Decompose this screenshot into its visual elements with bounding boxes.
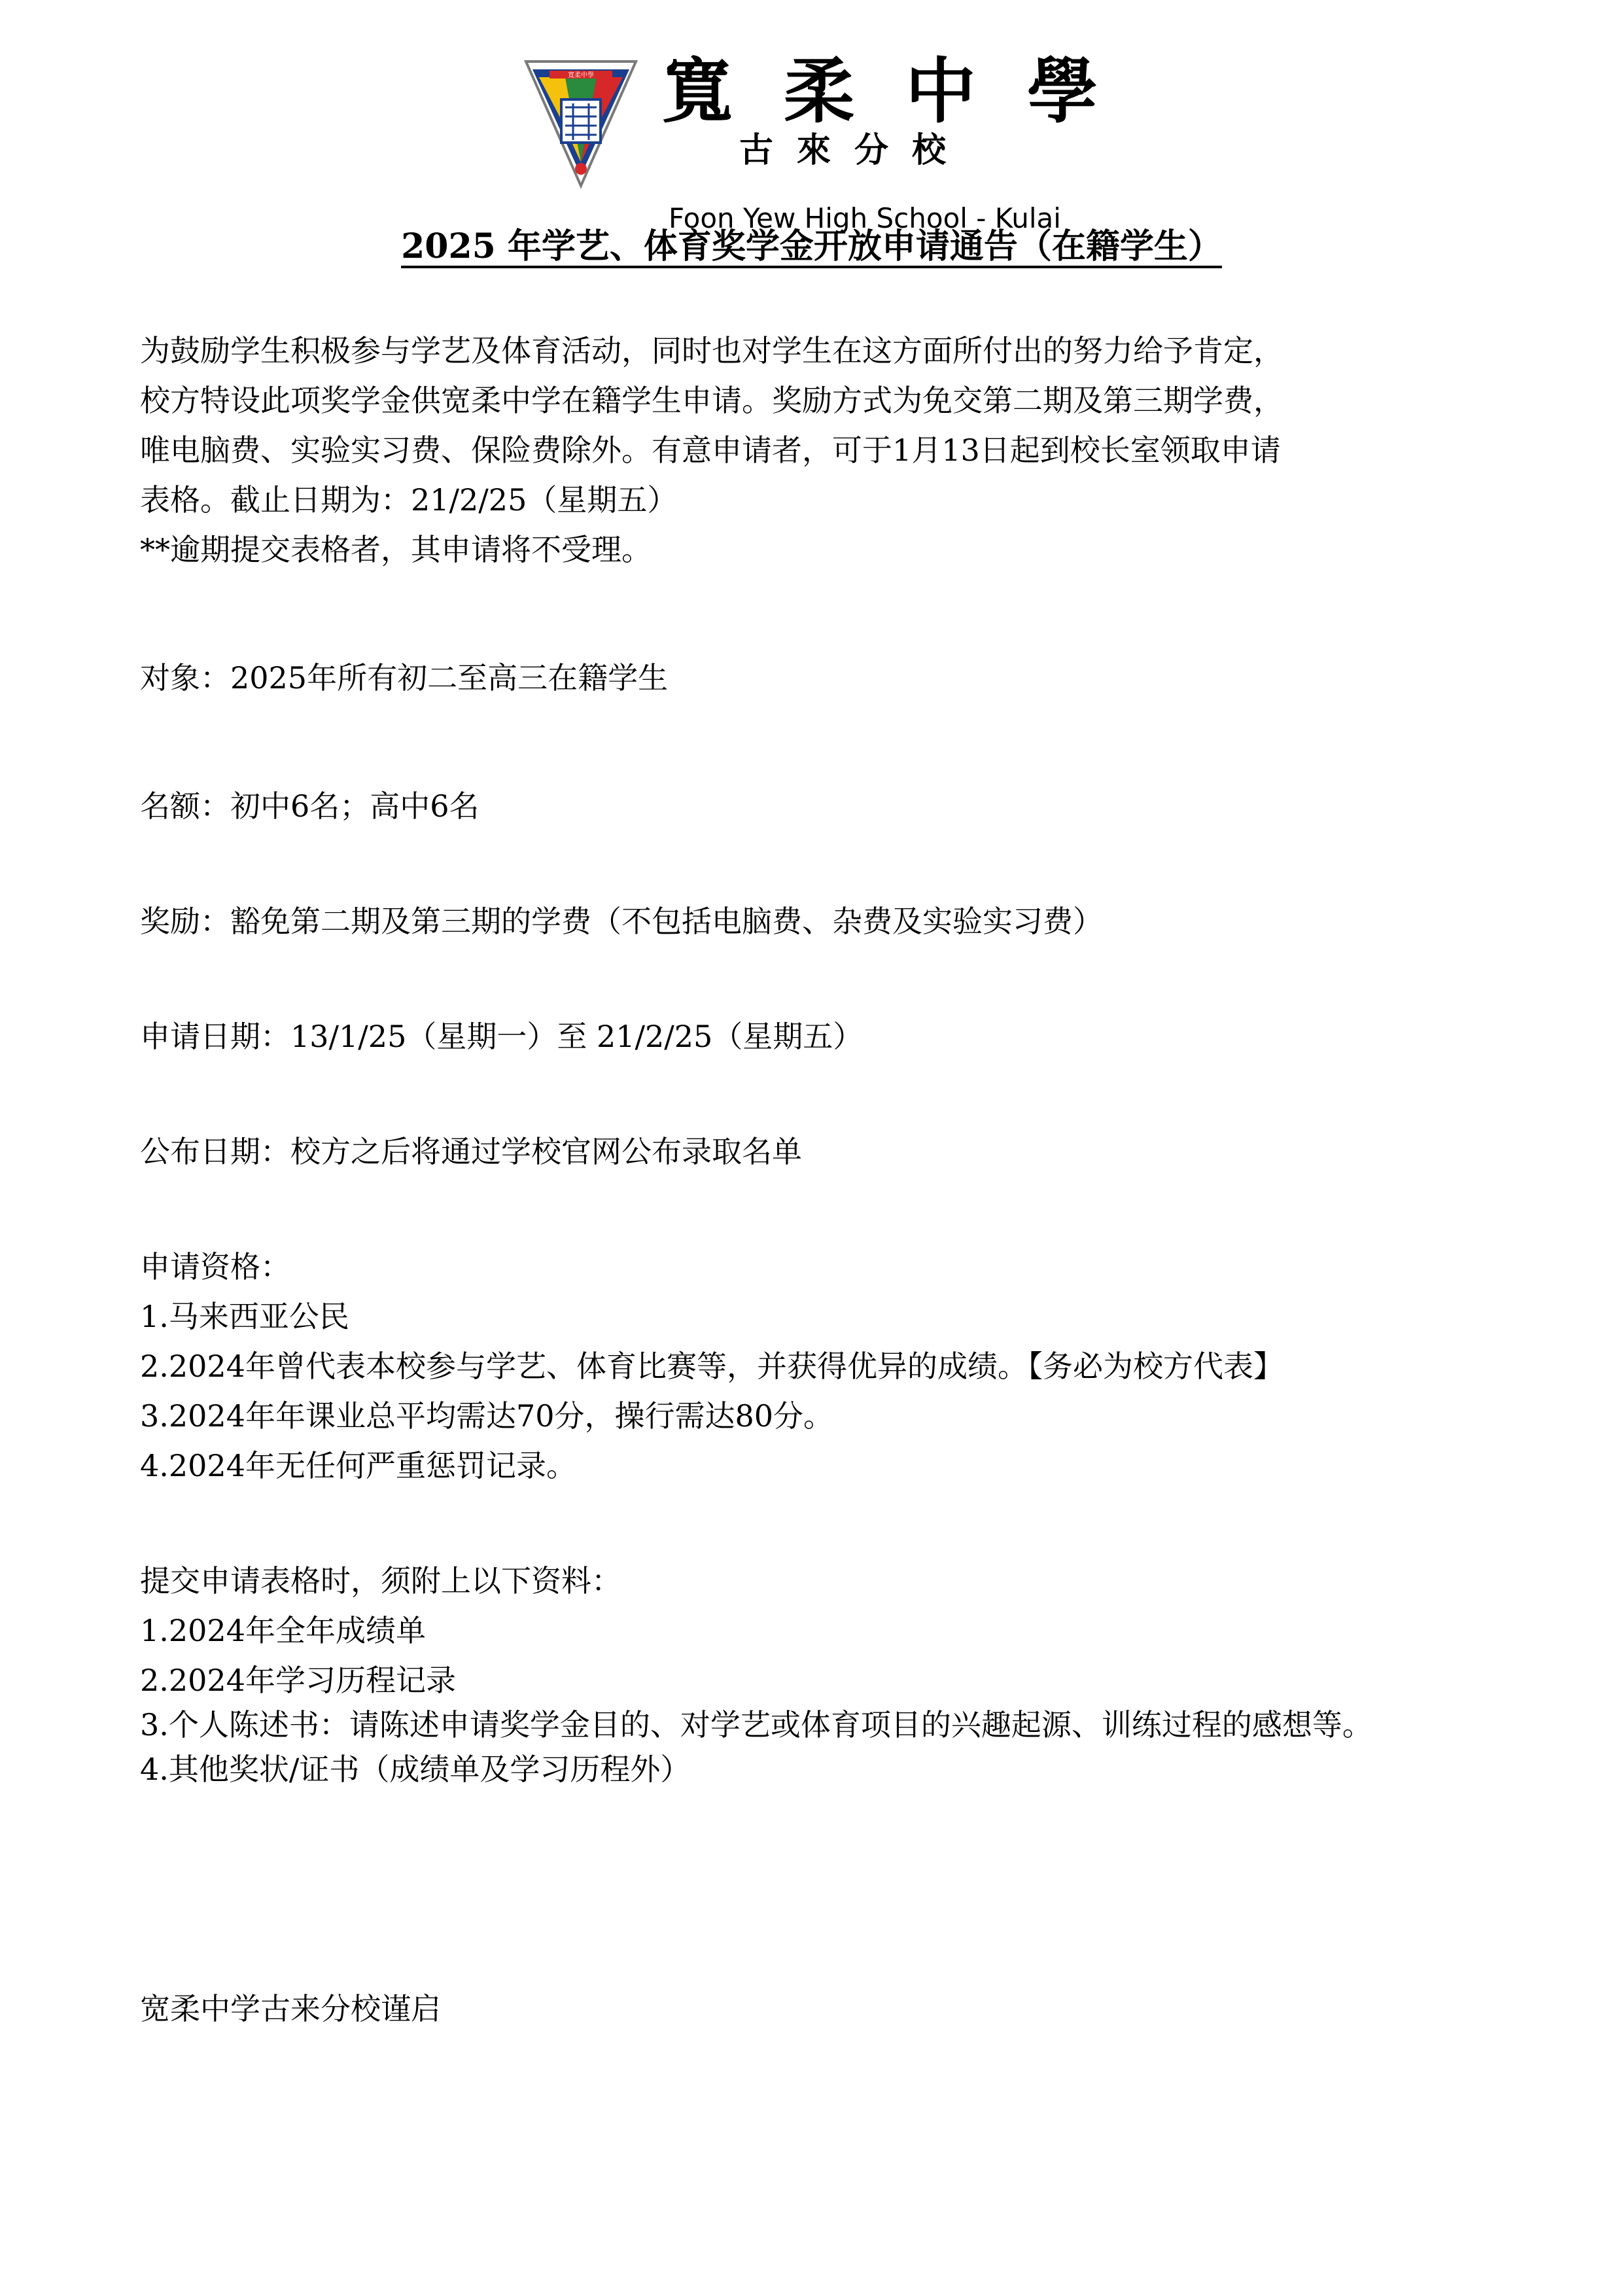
school-name-zh: 寬柔中學: [662, 50, 1149, 133]
branch-name-zh: 古來分校: [739, 130, 970, 170]
intro-line: 为鼓励学生积极参与学艺及体育活动，同时也对学生在这方面所付出的努力给予肯定，: [140, 333, 1283, 368]
target-students: 对象：2025年所有初二至高三在籍学生: [140, 660, 669, 696]
quota: 名额：初中6名；高中6名: [140, 788, 480, 824]
school-name-en: Foon Yew High School - Kulai: [669, 202, 1061, 234]
letterhead: [510, 50, 1149, 234]
notice-title-text: 2025 年学艺、体育奖学金开放申请通告（在籍学生）: [401, 226, 1222, 266]
application-date: 申请日期：13/1/25（星期一）至 21/2/25（星期五）: [140, 1019, 864, 1054]
intro-line: 唯电脑费、实验实习费、保险费除外。有意申请者，可于1月13日起到校长室领取申请: [140, 433, 1281, 468]
document-item: 4.其他奖状/证书（成绩单及学习历程外）: [140, 1752, 691, 1787]
announcement-date: 公布日期：校方之后将通过学校官网公布录取名单: [140, 1134, 802, 1169]
notice-title: [0, 224, 1623, 270]
document-item: 2.2024年学习历程记录: [140, 1663, 456, 1698]
eligibility-item: 3.2024年年课业总平均需达70分，操行需达80分。: [140, 1398, 834, 1434]
intro-line: 校方特设此项奖学金供宽柔中学在籍学生申请。奖励方式为免交第二期及第三期学费，: [140, 383, 1283, 418]
eligibility-item: 1.马来西亚公民: [140, 1299, 349, 1334]
late-submission-note: **逾期提交表格者，其申请将不受理。: [140, 532, 652, 567]
eligibility-heading: 申请资格：: [140, 1249, 290, 1284]
school-crest-logo: [523, 58, 638, 188]
intro-line: 表格。截止日期为：21/2/25（星期五）: [140, 482, 678, 518]
signature: 宽柔中学古来分校谨启: [140, 1991, 441, 2026]
document-item: 3.个人陈述书：请陈述申请奖学金目的、对学艺或体育项目的兴趣起源、训练过程的感想等。: [140, 1707, 1372, 1742]
notice-body: [140, 326, 1527, 2034]
reward: 奖励：豁免第二期及第三期的学费（不包括电脑费、杂费及实验实习费）: [140, 904, 1103, 939]
eligibility-item: 4.2024年无任何严重惩罚记录。: [140, 1448, 576, 1483]
documents-heading: 提交申请表格时，须附上以下资料：: [140, 1563, 621, 1598]
logo-text: 寬柔中學: [568, 72, 594, 79]
document-item: 1.2024年全年成绩单: [140, 1613, 426, 1648]
eligibility-item: 2.2024年曾代表本校参与学艺、体育比赛等，并获得优异的成绩。【务必为校方代表】: [140, 1349, 1283, 1384]
